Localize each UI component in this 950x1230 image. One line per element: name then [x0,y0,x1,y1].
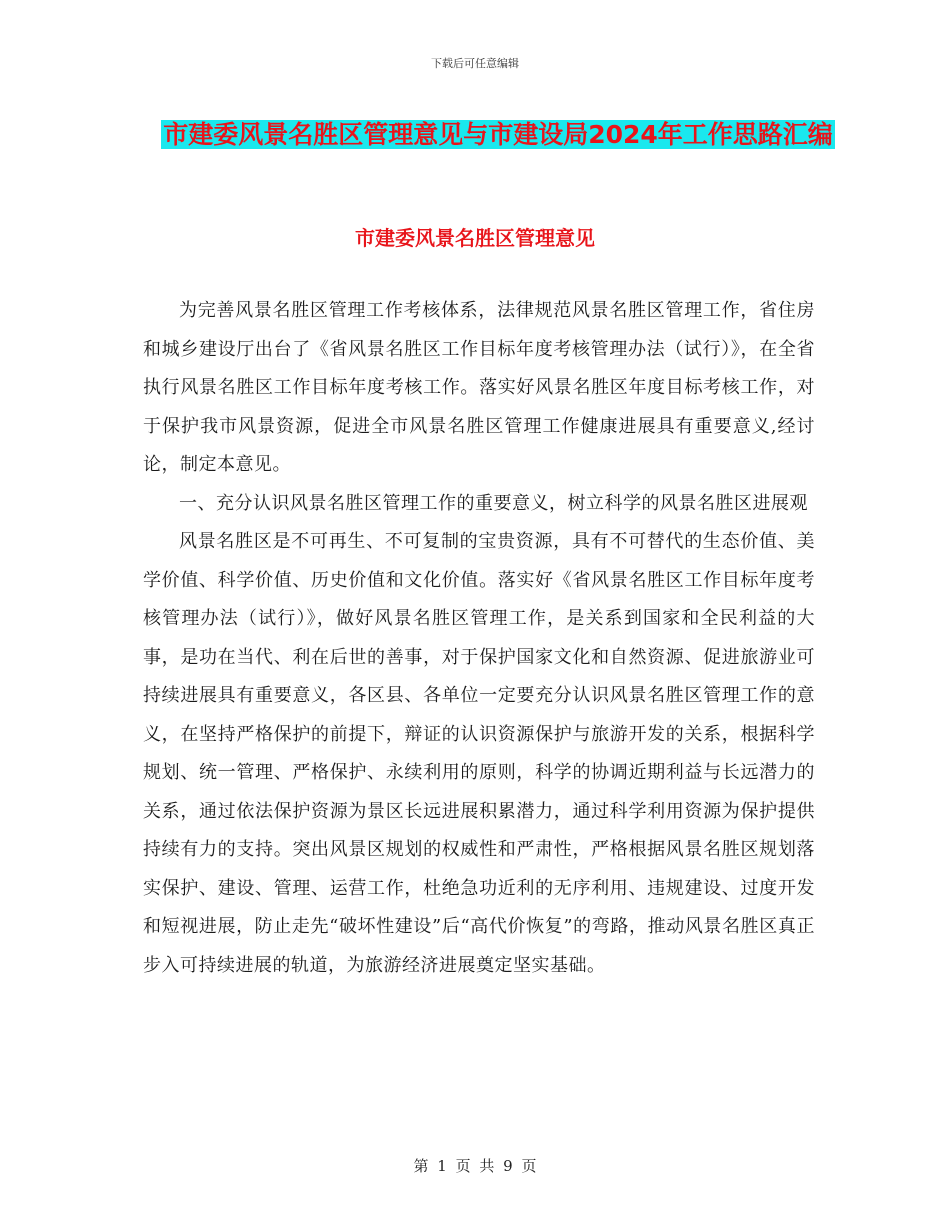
document-title-text: 市建委风景名胜区管理意见与市建设局2024年工作思路汇编 [163,120,833,149]
document-title [140,112,856,157]
header-note: 下载后可任意编辑 [431,57,519,70]
section-title: 市建委风景名胜区管理意见 [355,226,595,250]
document-body [143,292,815,985]
page-number: 第 1 页 共 9 页 [413,1157,537,1175]
paragraph-scenic-area: 风景名胜区是不可再生、不可复制的宝贵资源，具有不可替代的生态价值、美学价值、科学价值、历史价值和文化价值。落实好《省风景名胜区工作目标年度考核管理办法（试行）》，做好风景名胜区管理工作，是关系到国家和全民利益的大事，是功在当代、利在后世的善事，对于保护国家文化和自然资源、促进旅游业可持续进展具有重要意义，各区县、各单位一定要充分认识风景名胜区管理工作的意义，在坚持严格保护的前提下，辩证的认识资源保护与旅游开发的关系，根据科学规划、统一管理、严格保护、永续利用的原则，科学的协调近期利益与长远潜力的关系，通过依法保护资源为景区长远进展积累潜力，通过科学利用资源为保护提供持续有力的支持。突出风景区规划的权威性和严肃性，严格根据风景名胜区规划落实保护、建设、管理、运营工作，杜绝急功近利的无序利用、违规建设、过度开发和短视进展，防止走先“破坏性建设”后“高代价恢复”的弯路，推动风景名胜区真正步入可持续进展的轨道，为旅游经济进展奠定坚实基础。 [143,531,815,976]
paragraph-intro: 为完善风景名胜区管理工作考核体系，法律规范风景名胜区管理工作，省住房和城乡建设厅出台了《省风景名胜区工作目标年度考核管理办法（试行）》，在全省执行风景名胜区工作目标年度考核工作。落实好风景名胜区年度目标考核工作，对于保护我市风景资源，促进全市风景名胜区管理工作健康进展具有重要意义,经讨论，制定本意见。 [143,300,815,475]
paragraph-heading-one: 一、充分认识风景名胜区管理工作的重要意义，树立科学的风景名胜区进展观 [179,492,808,514]
